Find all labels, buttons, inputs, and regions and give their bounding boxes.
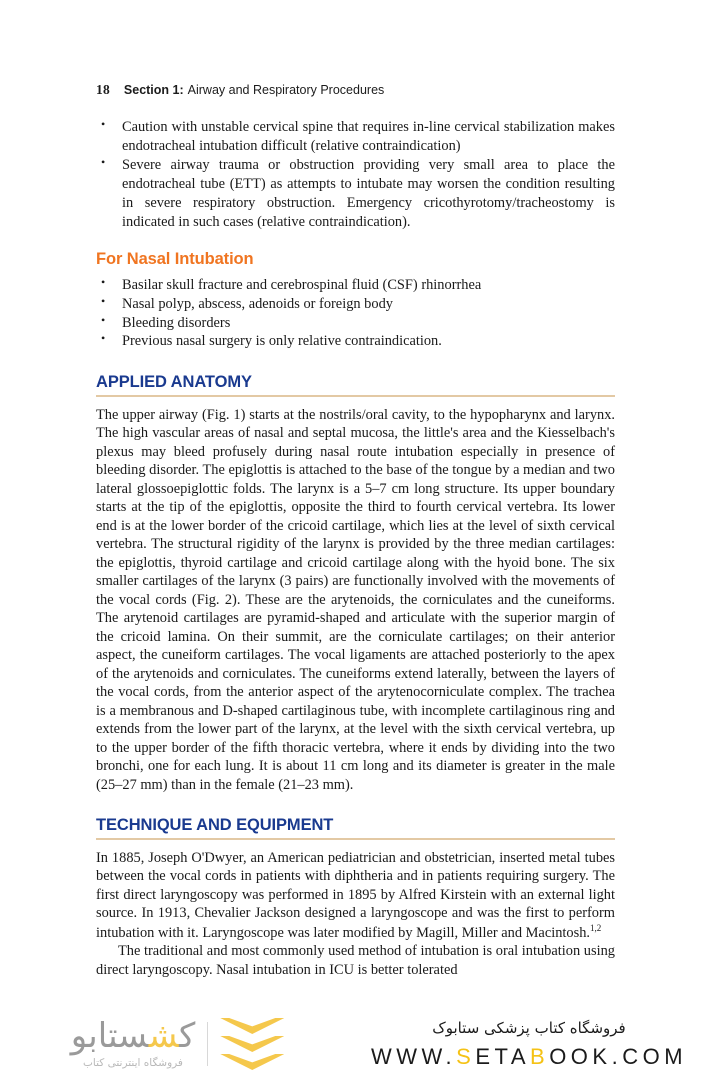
footer-watermark-band xyxy=(0,1008,711,1080)
url-letters-eta: ETA xyxy=(475,1043,530,1069)
running-head xyxy=(96,82,615,98)
footer-tagline-persian: فروشگاه کتاب پزشکی ستابوک xyxy=(432,1018,626,1037)
list-item: • Basilar skull fracture and cerebrospinal fluid (CSF) rhinorrhea xyxy=(96,276,615,295)
brand-wordmark-part-left: ک xyxy=(179,1016,196,1056)
section-label: Section 1: xyxy=(123,83,184,97)
spacer xyxy=(96,232,615,250)
heading-rule xyxy=(96,838,615,840)
brand-subtitle: فروشگاه اینترنتی کتاب xyxy=(83,1057,183,1069)
section-heading-technique-equipment: TECHNIQUE AND EQUIPMENT xyxy=(96,816,334,835)
heading-rule xyxy=(96,395,615,397)
footer-text-area xyxy=(355,1008,711,1080)
technique-paragraph-1 xyxy=(96,849,615,942)
chevron-icon xyxy=(220,1018,284,1034)
url-letter-s: S xyxy=(456,1043,476,1069)
technique-paragraph-2: The traditional and most commonly used method of intubation is oral intubation using direct laryngoscopy. Nasal intubation in ICU is better tolerated xyxy=(96,943,615,978)
footer-website-url[interactable] xyxy=(371,1044,687,1070)
chevron-icon xyxy=(220,1054,284,1070)
page-number: 18 xyxy=(96,82,110,97)
technique-paragraph-1-text: In 1885, Joseph O'Dwyer, an American pediatrician and obstetrician, inserted metal tubes between the vocal cords in patients with diphtheria and in patients requiring surgery. The first direct laryngoscopy was performed in 1895 by Alfred Kirstein with an external light source. In 1913, Chevalier Jackson designed a laryngoscope and was the first to perform intubation with it. Laryngoscope was later modified by Magill, Miller and Macintosh. xyxy=(96,849,615,941)
section-heading-technique-block xyxy=(96,816,615,840)
list-item: • Caution with unstable cervical spine that requires in-line cervical stabilization makes endotracheal intubation difficult (relative contraindication) xyxy=(96,118,615,155)
url-letter-b: B xyxy=(530,1043,550,1069)
section-heading-applied-anatomy-block xyxy=(96,373,615,397)
brand-divider xyxy=(207,1022,208,1066)
url-suffix: OOK.COM xyxy=(549,1043,688,1069)
applied-anatomy-paragraph: The upper airway (Fig. 1) starts at the nostrils/oral cavity, to the hypopharynx and larynx. The high vascular areas of nasal and septal mucosa, the little's area and the Kiesselbach's plexus may bleed profusely during nasal route intubation especially in presence of bleeding disorder. The epiglottis is attached to the base of the tongue by a median and two lateral glossoepiglottic folds. The larynx is a 5–7 cm long structure. Its upper boundary starts at the tip of the epiglottis, opposite the third to fourth cervical vertebra. Its lower end is at the lower border of the cricoid cartilage, which lies at the level of sixth cervical vertebra. The structural rigidity of the larynx is provided by the three median cartilages: the epiglottis, thyroid cartilage and cricoid cartilage along with the hyoid bone. The six smaller cartilages of the larynx (3 pairs) are functionally involved with the movements of the vocal cords (Fig. 2). These are the arytenoids, the corniculates and the cuneiforms. The arytenoid cartilages are pyramid-shaped and articulate with the superior margin of the cricoid lamina. On their summit, are the corniculate cartilages; on their anterior aspect, the cuneiform cartilages. The vocal ligaments are attached posteriorly to the apex of the arytenoids and corniculates. The cuneiforms extend laterally, between the layers of the vocal cords, from the anterior aspect of the arytenocorniculate complex. The trachea is a membranous and D-shaped cartilaginous tube, with incomplete cartilaginous ring and extends from the lower part of the larynx, at the level with the sixth cervical vertebra, up to the upper border of the fifth thoracic vertebra, where it ends by dividing into the two bronchi, one for each lung. It is about 11 cm long and its diameter is greater in the male (25–27 mm) than in the female (21–23 mm). xyxy=(96,406,615,793)
nasal-bullet-list xyxy=(96,276,615,351)
footer-brand-area xyxy=(0,1008,355,1080)
brand-logo xyxy=(71,1018,285,1070)
list-item: • Severe airway trauma or obstruction providing very small area to place the endotracheal tube (ETT) as attempts to intubate may worsen the condition resulting in severe respiratory obstruction. Emergency cricothyrotomy/tracheostomy is indicated in such cases (relative contraindication). xyxy=(96,156,615,231)
brand-wordmark xyxy=(70,1016,196,1056)
intro-bullet-list xyxy=(96,118,615,231)
list-item: • Previous nasal surgery is only relative contraindication. xyxy=(96,332,615,351)
subsection-heading-nasal-intubation: For Nasal Intubation xyxy=(96,250,254,269)
section-title: Airway and Respiratory Procedures xyxy=(187,83,385,97)
brand-wordmark-part-highlight: ش xyxy=(148,1016,180,1056)
citation-superscript: 1,2 xyxy=(589,922,602,933)
list-item: • Bleeding disorders xyxy=(96,314,615,333)
chevron-logo-icon xyxy=(220,1018,284,1070)
page-content xyxy=(96,82,615,979)
section-heading-applied-anatomy: APPLIED ANATOMY xyxy=(96,373,252,392)
url-prefix: WWW. xyxy=(370,1043,457,1069)
brand-wordmark-part-right: ستابو xyxy=(70,1016,149,1056)
brand-wordmark-block xyxy=(70,1016,196,1069)
chevron-icon xyxy=(220,1036,284,1052)
list-item: • Nasal polyp, abscess, adenoids or foreign body xyxy=(96,295,615,314)
